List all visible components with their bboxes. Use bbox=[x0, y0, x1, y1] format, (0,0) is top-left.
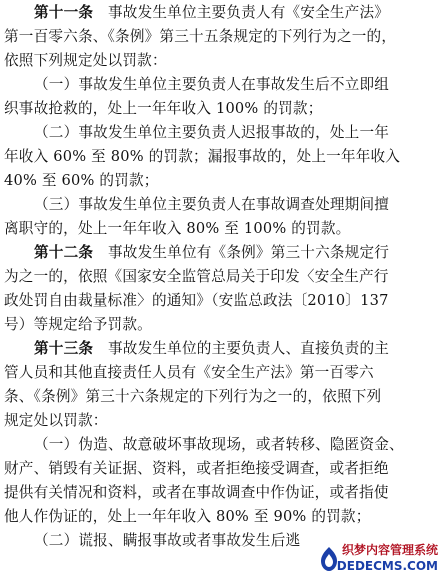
paragraph-line: 财产、销毁有关证据、资料，或者拒绝接受调查，或者拒绝 bbox=[4, 460, 389, 477]
paragraph-line: 为之一的，依照《国家安全监管总局关于印发〈安全生产行 bbox=[4, 268, 389, 285]
article-13-line-1 bbox=[34, 340, 440, 358]
paragraph-line: 依照下列规定处以罚款： bbox=[4, 52, 167, 69]
paragraph-line: 40% 至 60% 的罚款； bbox=[4, 172, 159, 189]
article-12-text: 事故发生单位有《条例》第三十六条规定行 bbox=[107, 244, 390, 261]
article-12-line-1 bbox=[34, 244, 440, 262]
paragraph-line: 第一百零六条、《条例》第三十五条规定的下列行为之一的， bbox=[4, 28, 397, 45]
paragraph-line: （二）谎报、瞒报事故或者事故发生后逃 bbox=[34, 532, 301, 549]
paragraph-line: 政处罚自由裁量标准〉的通知》（安监总政法〔2010〕137 bbox=[4, 292, 389, 309]
paragraph-line: 离职守的，处上一年年收入 80% 至 100% 的罚款。 bbox=[4, 220, 351, 237]
article-13-text: 事故发生单位的主要负责人、直接负责的主 bbox=[107, 340, 390, 357]
paragraph-line: （一）事故发生单位主要负责人在事故发生后不立即组 bbox=[34, 76, 390, 93]
paragraph-line: 提供有关情况和资料，或者在事故调查中作伪证，或者指使 bbox=[4, 484, 389, 501]
paragraph-line: （三）事故发生单位主要负责人在事故调查处理期间擅 bbox=[34, 196, 390, 213]
watermark-domain: DEDECMS.COM bbox=[336, 559, 438, 573]
article-13-heading: 第十三条 bbox=[34, 340, 94, 357]
paragraph-line: （二）事故发生单位主要负责人迟报事故的，处上一年 bbox=[34, 124, 390, 141]
article-11-text: 事故发生单位主要负责人有《安全生产法》 bbox=[107, 4, 390, 21]
paragraph-line: 他人作伪证的，处上一年年收入 80% 至 90% 的罚款； bbox=[4, 508, 371, 525]
paragraph-line: 管人员和其他直接责任人员有《安全生产法》第一百零六 bbox=[4, 364, 374, 381]
site-watermark bbox=[316, 542, 440, 576]
paragraph-line: 条、《条例》第三十六条规定的下列行为之一的，依照下列 bbox=[4, 388, 382, 405]
article-11-line-1 bbox=[34, 4, 440, 22]
paragraph-line: 年收入 60% 至 80% 的罚款；漏报事故的，处上一年年收入 bbox=[4, 148, 401, 165]
paragraph-line: 号）等规定给予罚款。 bbox=[4, 316, 152, 333]
paragraph-line: （一）伪造、故意破坏事故现场，或者转移、隐匿资金、 bbox=[34, 436, 404, 453]
article-11-heading: 第十一条 bbox=[34, 4, 94, 21]
paragraph-line: 规定处以罚款： bbox=[4, 412, 108, 429]
watermark-title: 织梦内容管理系统 bbox=[341, 543, 438, 557]
paragraph-line: 织事故抢救的，处上一年年收入 100% 的罚款； bbox=[4, 100, 323, 117]
article-12-heading: 第十二条 bbox=[34, 244, 94, 261]
